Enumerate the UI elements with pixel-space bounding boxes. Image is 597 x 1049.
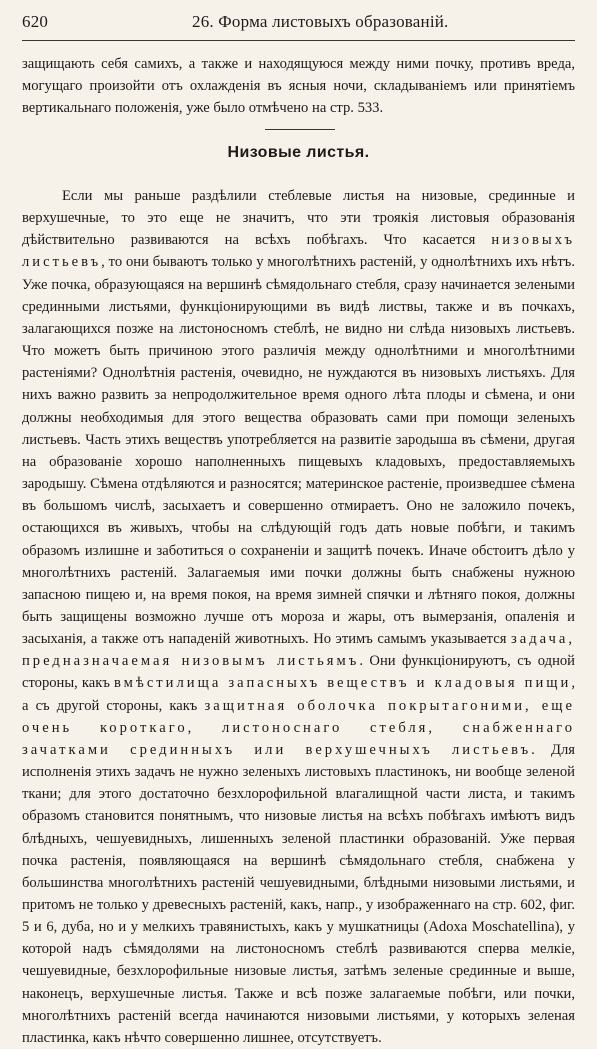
body-paragraph bbox=[22, 185, 575, 1049]
spaced-term-1: низовыхъ листьевъ bbox=[22, 232, 575, 271]
section-title: Низовые листья. bbox=[227, 144, 370, 161]
body-text-4: , а съ другой стороны, какъ bbox=[22, 675, 575, 714]
spaced-term-3: вмѣстилища запасныхъ веществъ и кладовыя пищи bbox=[114, 675, 572, 692]
page-number: 620 bbox=[22, 12, 49, 31]
spaced-term-2: задача, предназначаемая низовымъ листьямъ bbox=[22, 631, 575, 670]
intro-paragraph: защищають себя самихъ, а также и находящуюся между ними почку, противъ вреда, могущаго произойти отъ охлажденія въ ясныя ночи, складываніемъ или принятіемъ вертикальнаго положенія, уже было отмѣчено на стр. 533. bbox=[22, 56, 575, 117]
spaced-term-4: защитная оболочка покрытагоними, еще очень короткаго, листоноснаго стебля, снабженнаго зачатками срединныхъ или верхушечныхъ листьевъ bbox=[22, 697, 575, 758]
body-text-1: Если мы раньше раздѣлили стеблевые листья на низовые, срединные и верхушечные, то это еще не значитъ, что эти троякія листовыя образованія дѣйствительно развиваются на всѣхъ побѣгахъ. Что касается bbox=[22, 188, 575, 249]
section-divider bbox=[265, 129, 335, 130]
running-header bbox=[22, 12, 575, 32]
body-text-2: , то они бываютъ только у многолѣтнихъ растеній, у однолѣтнихъ ихъ нѣтъ. Уже почка, образующаяся на вершинѣ сѣмядольнаго стебля, сразу начинается зелеными срединными листьями, функціонирующими въ видѣ листвы, также и въ почкахъ, залагающихся позже на листоносномъ стеблѣ, не видно ни слѣда низовыхъ листьевъ. Что можетъ быть причиною этого различія между однолѣтними и многолѣтними растеніями? Однолѣтнія растенія, очевидно, не нуждаются въ низовыхъ листьяхъ. Для нихъ важно развить за непродолжительное время одного лѣта плоды и сѣмена, и они должны необходимыя для этого вещества образовать сами при помощи зеленыхъ листьевъ. Часть этихъ веществъ употребляется на развитіе зародыша въ сѣмени, другая на образованіе хорошо наполненныхъ пищевыхъ кладовыхъ, предоставляемыхъ зародышу. Сѣмена отдѣляются и разносятся; материнское растеніе, произведшее сѣмена въ большомъ числѣ, засыхаетъ и совершенно отмираетъ. Оно не заложило почекъ, остающихся въ живыхъ, чтобы на слѣдующій годъ дать новые побѣги, и такимъ образомъ излишне и заботиться о сохраненіи и защитѣ почекъ. Иначе обстоитъ дѣло у многолѣтнихъ растеній. Залагаемыя ими почки должны быть снабжены нужною запасною пищею и, на время покоя, на время зимней спячки и лѣтняго покоя, должны быть защищены возможно лучше отъ мороза и жары, отъ вымерзанія, опаленія и засыханія, а также отъ нападеній животныхъ. Но этимъ самымъ указывается bbox=[22, 254, 575, 648]
running-title: 26. Форма листовыхъ образованій. bbox=[192, 12, 449, 31]
body-text-5: . Для исполненія этихъ задачъ не нужно зеленыхъ листовыхъ пластинокъ, ни вообще зеленой ткани; для этого достаточно безхлорофильной влагалищной части листа, и такимъ образомъ становится понятнымъ, что низовые листья на всѣхъ побѣгахъ имѣютъ видъ блѣдныхъ, чешуевидныхъ, лишенныхъ зеленой пластинки образованій. Уже первая почка растенія, появляющаяся на вершинѣ сѣмядольнаго стебля, снабжена у большинства многолѣтнихъ растеній чешуевидными, блѣдными низовыми листьями, и притомъ не только у древесныхъ растеній, какъ, напр., у изображеннаго на стр. 602, фиг. 5 и 6, дуба, но и у мелкихъ травянистыхъ, какъ у мушкатницы (Adoxa Moschatellina), у которой надъ сѣмядолями на листоносномъ стеблѣ развиваются сперва мелкіе, чешуевидные, безхлорофильные низовые листья, затѣмъ зеленые срединные и выше, наконецъ, верхушечные листья. Также и всѣ позже залагаемые побѣги, или почки, многолѣтнихъ растеній всегда начинаются низовыми листьями, у которыхъ зеленая пластинка, какъ нѣчто совершенно лишнее, отсутствуетъ. bbox=[22, 741, 576, 1046]
body-text-3: . Они функціонируютъ, съ одной стороны, какъ bbox=[22, 653, 575, 692]
header-rule bbox=[22, 40, 575, 41]
